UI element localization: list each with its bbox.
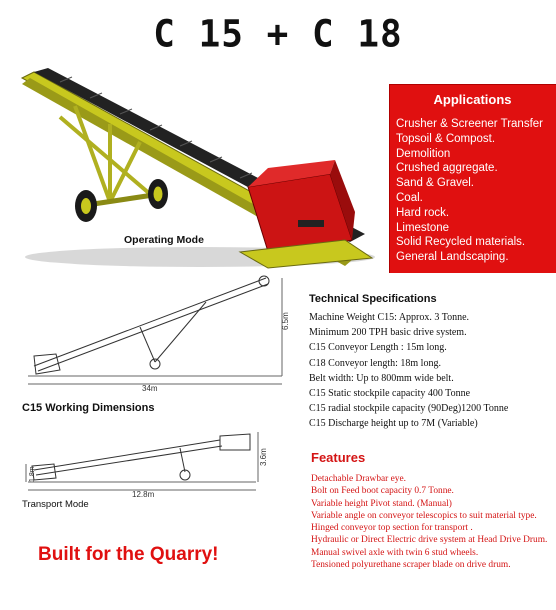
list-item: Limestone — [396, 221, 450, 234]
list-item: Machine Weight C15: Approx. 3 Tonne. — [309, 312, 470, 323]
list-item: Tensioned polyurethane scraper blade on drive drum. — [311, 560, 511, 571]
list-item: C15 Conveyor Length : 15m long. — [309, 342, 447, 354]
wheel-left — [75, 190, 97, 222]
conveyor-line-top — [34, 278, 266, 366]
list-item: Variable height Pivot stand. (Manual) — [311, 498, 452, 509]
base-frame — [240, 240, 372, 268]
transport-head-section — [220, 434, 250, 450]
list-item: Crusher & Screener Transfer — [396, 118, 544, 130]
list-item: Belt width: Up to 800mm wide belt. — [309, 372, 454, 384]
technical-specs-list — [309, 310, 508, 432]
list-item: Demolition — [396, 147, 451, 160]
list-item: Topsoil & Compost. — [396, 132, 496, 145]
list-item: C15 Discharge height up to 7M (Variable) — [309, 418, 478, 430]
working-height-label: 6.5m — [281, 312, 290, 330]
list-item: Variable angle on conveyor telescopics to suit material type. — [311, 510, 537, 521]
slogan: Built for the Quarry! — [38, 544, 219, 565]
list-item: Manual swivel axle with twin 6 stud wheels. — [311, 547, 479, 558]
page-title: C 15 + C 18 — [153, 12, 403, 57]
features-list — [311, 473, 556, 571]
applications-list — [396, 117, 543, 265]
list-item: Hard rock. — [396, 206, 450, 219]
technical-specs-heading: Technical Specifications — [309, 293, 437, 305]
transport-conveyor-top — [34, 440, 220, 470]
list-item: Coal. — [396, 191, 423, 204]
transport-mode-caption: Transport Mode — [22, 499, 89, 510]
list-item: C15 Static stockpile capacity 400 Tonne — [309, 388, 471, 400]
working-dimensions-caption: C15 Working Dimensions — [22, 402, 155, 414]
transport-conveyor-bottom — [36, 446, 222, 475]
working-length-label: 34m — [142, 384, 158, 393]
wheel-right — [148, 179, 168, 209]
head-drum — [259, 276, 269, 286]
transport-length-label: 12.8m — [132, 490, 155, 499]
list-item: Bolt on Feed boot capacity 0.7 Tonne. — [311, 486, 454, 497]
applications-panel — [389, 84, 556, 273]
transport-low-height-label: 1.8m — [29, 466, 36, 482]
support-strut — [155, 302, 206, 362]
support-wheel — [150, 359, 160, 369]
list-item: Hinged conveyor top section for transport . — [311, 523, 473, 534]
list-item: Hydraulic or Direct Electric drive system at Head Drive Drum. — [311, 535, 548, 546]
support-leg — [140, 327, 155, 362]
list-item: Minimum 200 TPH basic drive system. — [309, 327, 467, 339]
operating-mode-caption: Operating Mode — [124, 234, 204, 246]
list-item: Crushed aggregate. — [396, 162, 498, 175]
transport-mode-diagram — [20, 420, 280, 500]
applications-heading: Applications — [433, 92, 512, 107]
working-dimensions-diagram — [20, 270, 300, 395]
list-item: General Landscaping. — [396, 251, 509, 264]
list-item: Sand & Gravel. — [396, 177, 474, 190]
list-item: Detachable Drawbar eye. — [311, 474, 406, 484]
list-item: Solid Recycled materials. — [396, 236, 526, 249]
list-item: C15 radial stockpile capacity (90Deg)1200 Tonne — [309, 403, 509, 415]
list-item: C18 Conveyor length: 18m long. — [309, 357, 441, 369]
features-heading: Features — [311, 450, 366, 465]
transport-height-label: 3.6m — [259, 448, 268, 466]
